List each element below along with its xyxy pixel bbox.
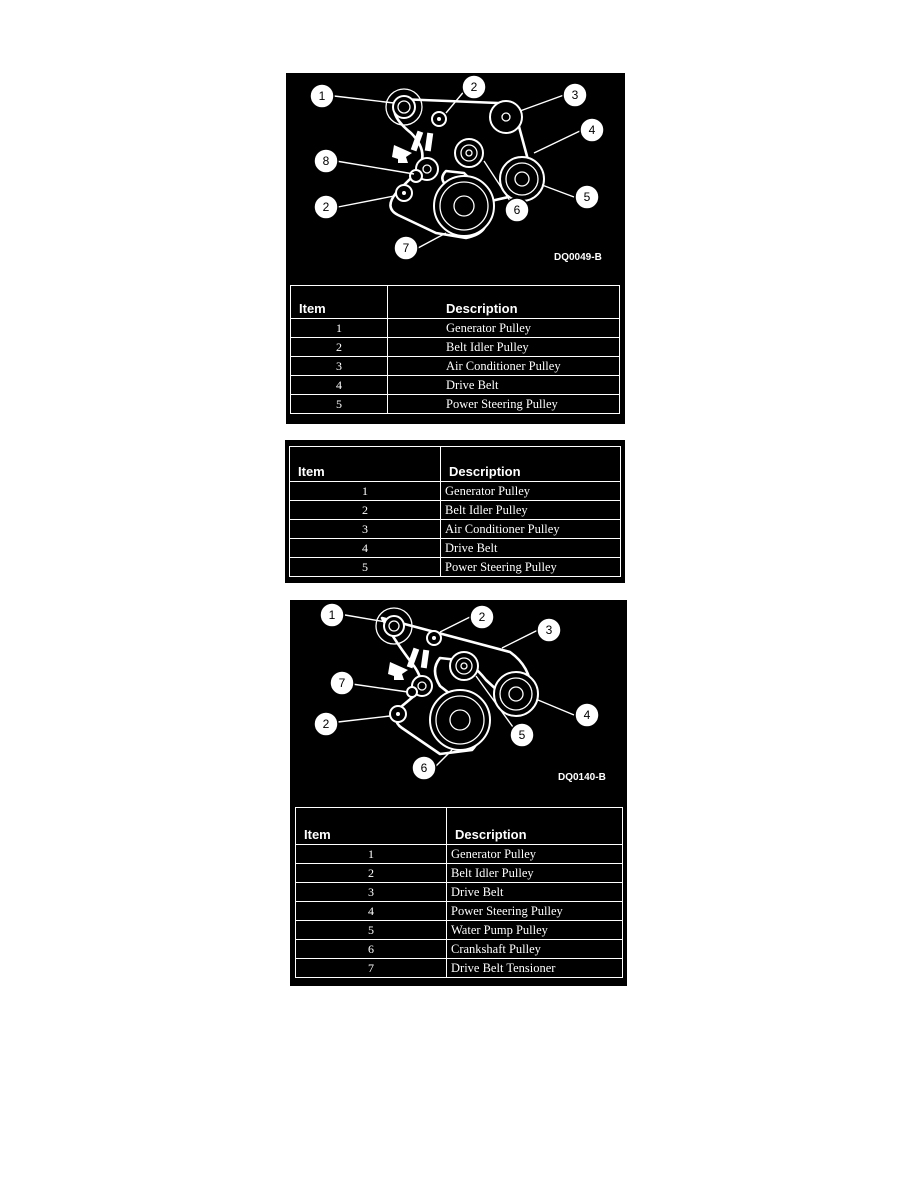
table-row: 4 Drive Belt — [290, 539, 621, 558]
air-conditioner-pulley — [490, 101, 522, 133]
table-row: 1 Generator Pulley — [290, 482, 621, 501]
water-pump-pulley — [455, 139, 483, 167]
callout-2-bottom — [314, 195, 338, 219]
figure-code: DQ0049-B — [554, 252, 602, 263]
svg-text:7: 7 — [338, 676, 346, 690]
figure-1-panel — [286, 73, 625, 424]
table-row: 6 Crankshaft Pulley — [296, 940, 623, 959]
svg-text:1: 1 — [328, 608, 336, 622]
belt-idler-pulley-top — [432, 112, 446, 126]
callout-1 — [310, 84, 334, 108]
table-row: 4 Drive Belt — [291, 376, 620, 395]
svg-text:6: 6 — [420, 761, 428, 775]
callout-2-top — [470, 605, 494, 629]
svg-text:2: 2 — [322, 200, 330, 214]
table-row: 2 Belt Idler Pulley — [290, 501, 621, 520]
svg-text:1: 1 — [318, 89, 326, 103]
callout-2-bottom — [314, 712, 338, 736]
callout-8 — [314, 149, 338, 173]
callout-3 — [563, 83, 587, 107]
callout-6 — [412, 756, 436, 780]
callout-1 — [320, 603, 344, 627]
table-header-row — [296, 808, 623, 845]
svg-text:2: 2 — [478, 610, 486, 624]
svg-text:7: 7 — [402, 241, 410, 255]
belt-idler-pulley-bottom — [390, 706, 406, 722]
callout-4 — [575, 703, 599, 727]
table-row: 1 Generator Pulley — [291, 319, 620, 338]
svg-text:5: 5 — [518, 728, 526, 742]
table-row: 3 Air Conditioner Pulley — [291, 357, 620, 376]
callout-2-top — [462, 75, 486, 99]
table-row: 2 Belt Idler Pulley — [296, 864, 623, 883]
callout-6 — [505, 198, 529, 222]
figure-code: DQ0140-B — [558, 772, 606, 783]
table-row: 7 Drive Belt Tensioner — [296, 959, 623, 978]
table-header-row — [290, 447, 621, 482]
callout-7 — [330, 671, 354, 695]
svg-text:3: 3 — [545, 623, 553, 637]
callout-5 — [575, 185, 599, 209]
water-pump-pulley — [450, 652, 478, 680]
svg-text:8: 8 — [322, 154, 330, 168]
table-header-row — [291, 286, 620, 319]
drive-belt-tensioner — [410, 158, 438, 182]
callout-3 — [537, 618, 561, 642]
figure-2-panel — [290, 600, 627, 986]
svg-text:2: 2 — [322, 717, 330, 731]
figure-2-legend-table — [295, 807, 623, 978]
table-row: 5 Power Steering Pulley — [290, 558, 621, 577]
belt-idler-pulley-top — [427, 631, 441, 645]
table-row: 3 Drive Belt — [296, 883, 623, 902]
item-header: Item — [291, 286, 388, 319]
drive-belt-tensioner — [407, 676, 432, 697]
svg-text:3: 3 — [571, 88, 579, 102]
svg-text:2: 2 — [470, 80, 478, 94]
table-row: 4 Power Steering Pulley — [296, 902, 623, 921]
svg-text:4: 4 — [583, 708, 591, 722]
table-row: 5 Power Steering Pulley — [291, 395, 620, 414]
standalone-legend-panel — [285, 440, 625, 583]
figure-1-legend-table — [290, 285, 620, 414]
callout-7 — [394, 236, 418, 260]
svg-text:5: 5 — [583, 190, 591, 204]
generator-pulley — [386, 89, 422, 125]
item-header: Item — [290, 447, 441, 482]
svg-text:6: 6 — [513, 203, 521, 217]
table-row: 5 Water Pump Pulley — [296, 921, 623, 940]
item-header: Item — [296, 808, 447, 845]
svg-text:4: 4 — [588, 123, 596, 137]
description-header: Description — [447, 808, 623, 845]
standalone-legend-table — [289, 446, 621, 577]
description-header: Description — [441, 447, 621, 482]
callout-5 — [510, 723, 534, 747]
table-row: 2 Belt Idler Pulley — [291, 338, 620, 357]
figure-1-belt-diagram — [286, 73, 625, 283]
crankshaft-pulley — [430, 690, 490, 750]
crankshaft-pulley — [434, 176, 494, 236]
description-header: Description — [388, 286, 620, 319]
table-row: 1 Generator Pulley — [296, 845, 623, 864]
belt-idler-pulley-bottom — [396, 185, 412, 201]
figure-2-belt-diagram — [290, 600, 627, 805]
callout-4 — [580, 118, 604, 142]
table-row: 3 Air Conditioner Pulley — [290, 520, 621, 539]
